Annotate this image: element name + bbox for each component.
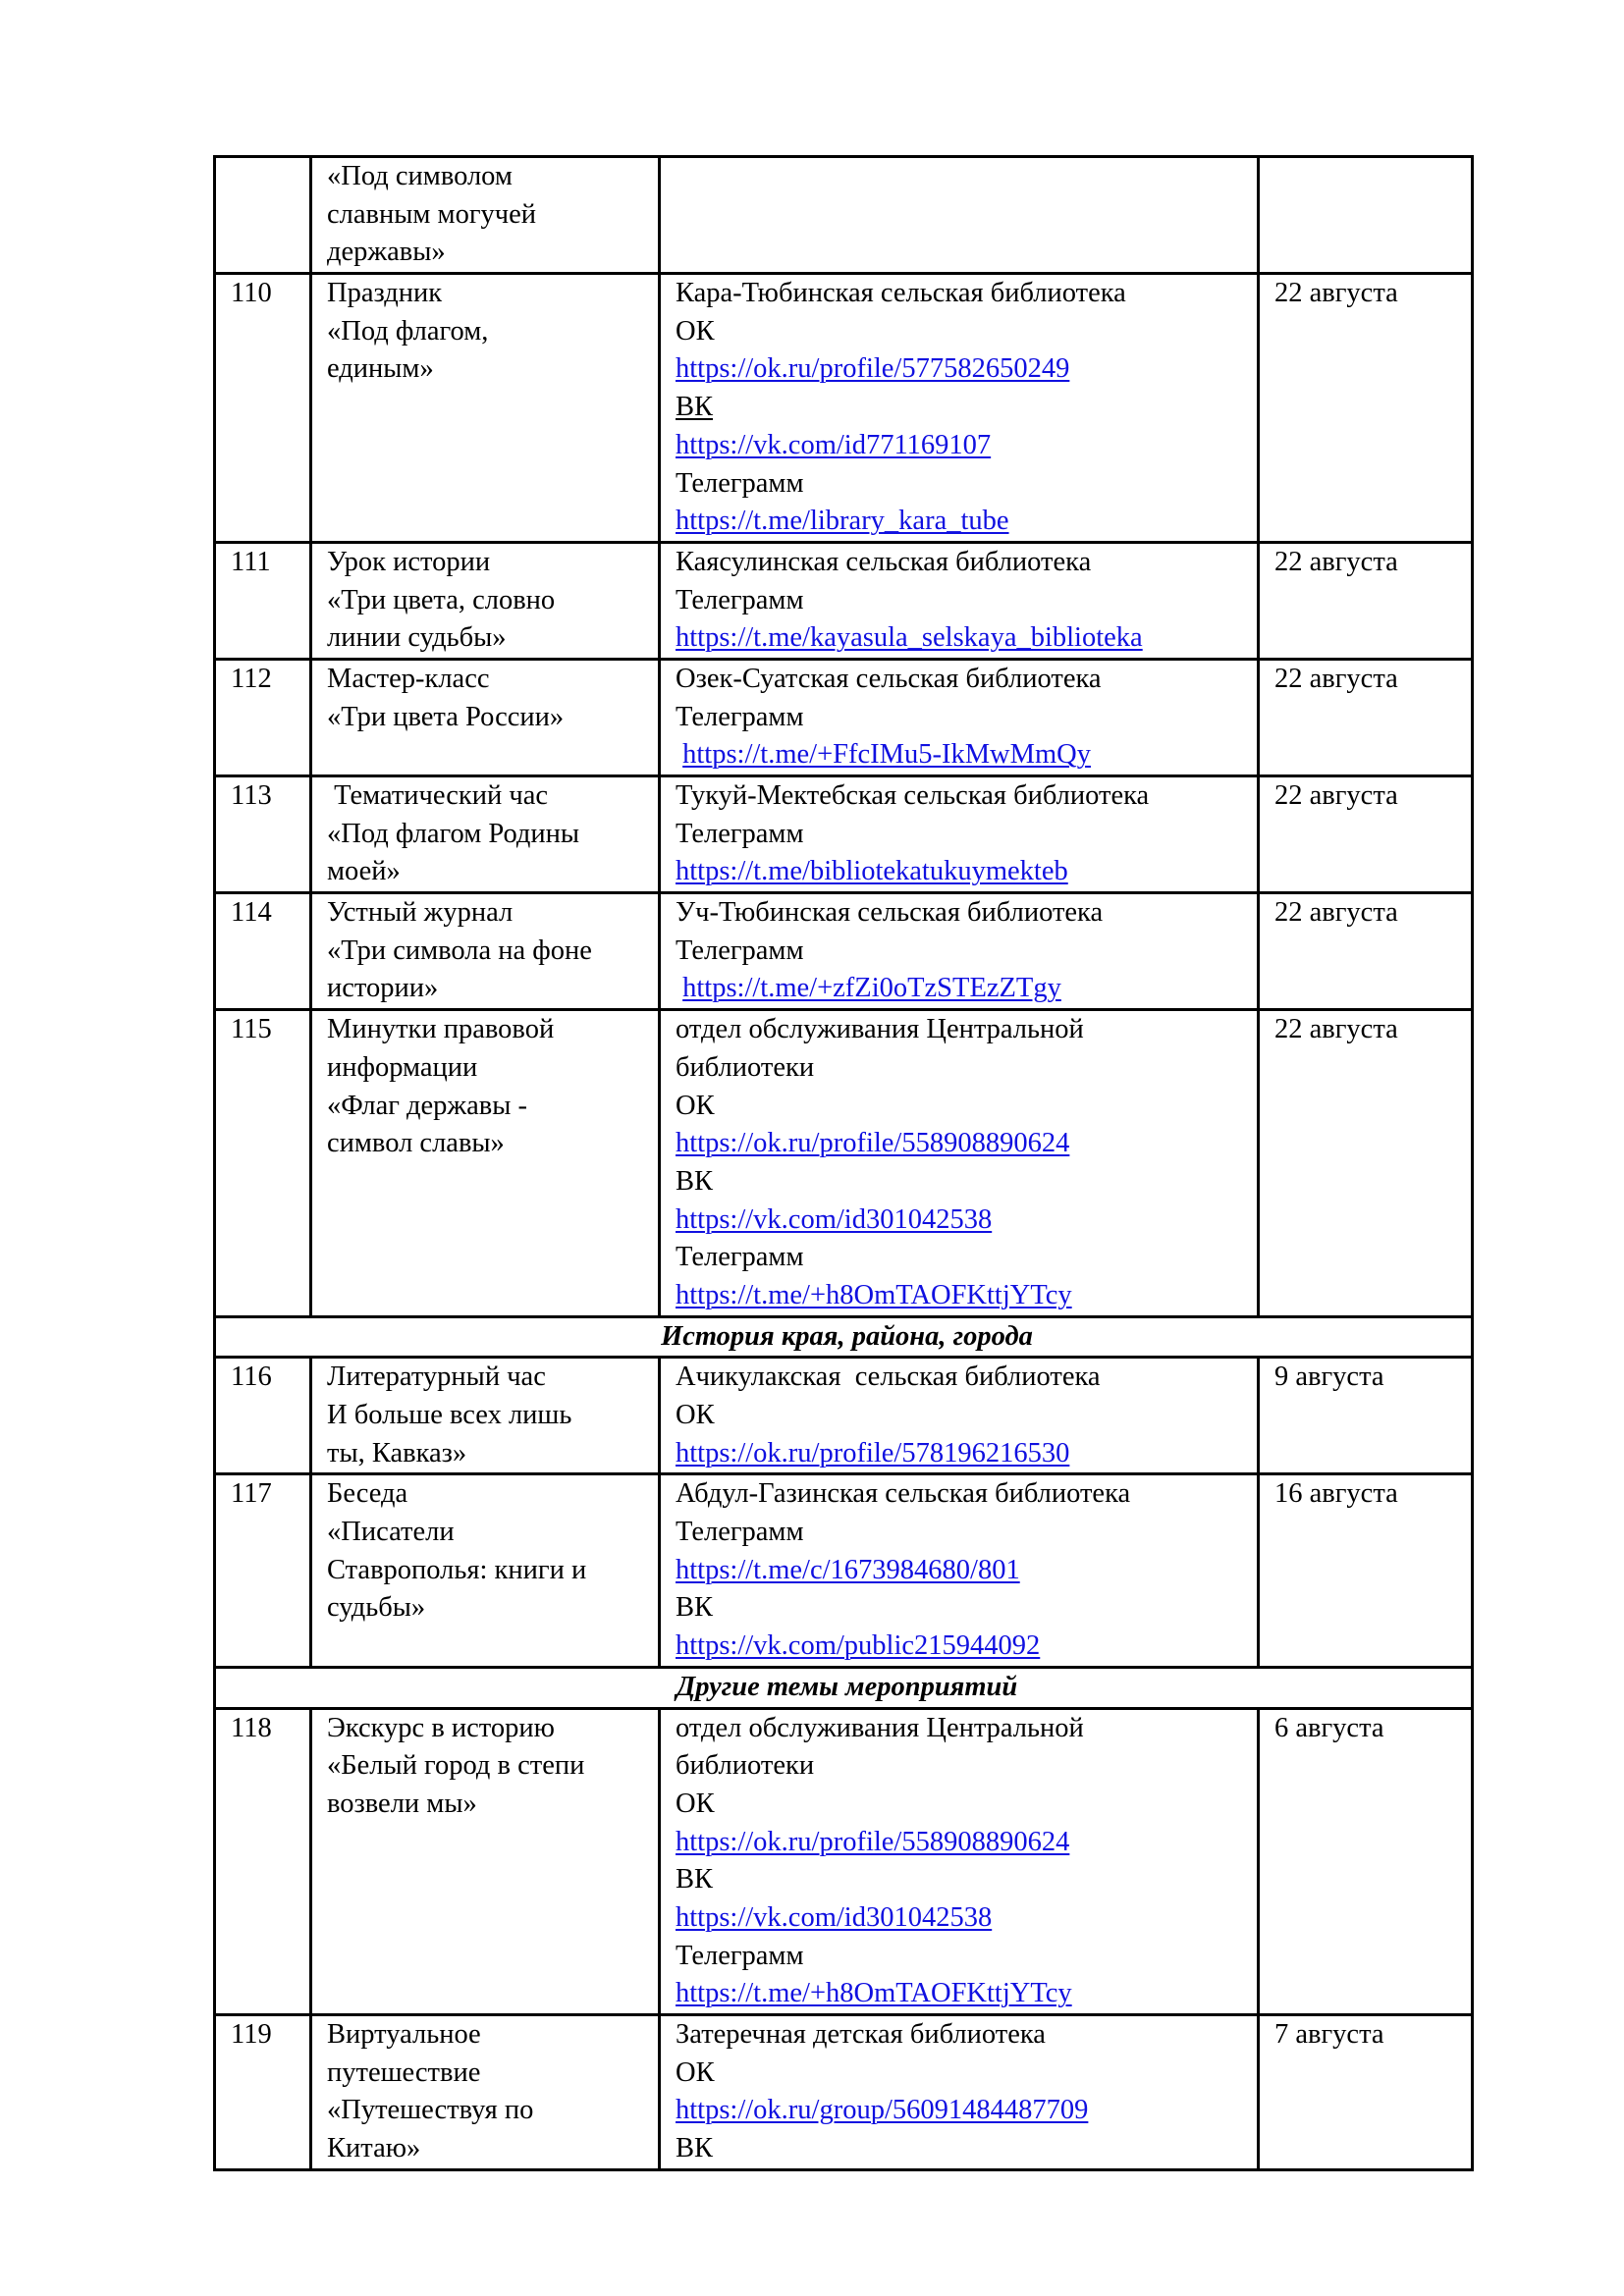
event-date: 9 августа <box>1274 1362 1384 1393</box>
venue-line <box>676 1824 1249 1862</box>
social-link[interactable]: https://t.me/library_kara_tube <box>676 506 1009 537</box>
event-date: 22 августа <box>1274 278 1398 309</box>
event-title-line: Праздник <box>327 278 443 309</box>
social-link[interactable]: https://t.me/kayasula_selskaya_biblioteka <box>676 622 1143 654</box>
venue-text: Телеграмм <box>676 467 804 499</box>
event-title-line: «Три цвета, словно <box>327 584 556 615</box>
social-link[interactable]: https://ok.ru/profile/577582650249 <box>676 353 1070 385</box>
venue-cell <box>660 157 1259 274</box>
venue-line <box>676 1786 1249 1824</box>
event-date: 22 августа <box>1274 546 1398 577</box>
events-table <box>213 155 1474 2171</box>
venue-line <box>676 1975 1249 2013</box>
venue-line <box>676 853 1249 891</box>
section-heading: История края, района, города <box>215 1316 1473 1358</box>
event-cell <box>311 893 660 1010</box>
venue-cell <box>660 274 1259 543</box>
row-number-cell <box>215 1708 311 2015</box>
venue-text: Телеграмм <box>676 1940 804 1971</box>
event-title-line: Минутки правовой <box>327 1014 555 1045</box>
event-date: 22 августа <box>1274 780 1398 811</box>
venue-text: ОК <box>676 1090 715 1121</box>
event-title-line: возвели мы» <box>327 1788 477 1819</box>
event-title-line: «Путешествуя по <box>327 2095 534 2126</box>
social-link[interactable]: https://vk.com/id301042538 <box>676 1203 993 1235</box>
event-title-line: символ славы» <box>327 1128 505 1159</box>
venue-line <box>676 1359 1249 1397</box>
event-title-line: славным могучей <box>327 198 536 230</box>
social-link[interactable]: https://ok.ru/group/56091484487709 <box>676 2095 1089 2126</box>
venue-line <box>676 1899 1249 1938</box>
table-row <box>215 2015 1473 2170</box>
date-cell <box>1259 659 1473 775</box>
venue-text: Телеграмм <box>676 701 804 732</box>
event-title-line: Урок истории <box>327 546 491 577</box>
table-row <box>215 157 1473 274</box>
venue-line <box>676 1514 1249 1552</box>
event-title-line: информации <box>327 1051 478 1083</box>
venue-line <box>676 1397 1249 1435</box>
venue-line <box>676 503 1249 541</box>
venue-line <box>676 933 1249 971</box>
section-heading: Другие темы мероприятий <box>215 1667 1473 1708</box>
table-row <box>215 659 1473 775</box>
row-number-cell <box>215 1358 311 1474</box>
event-title-line: Литературный час <box>327 1362 546 1393</box>
row-number: 112 <box>231 663 272 694</box>
venue-line <box>676 816 1249 854</box>
table-row <box>215 274 1473 543</box>
event-cell <box>311 1474 660 1667</box>
venue-text: Телеграмм <box>676 1242 804 1273</box>
date-cell <box>1259 2015 1473 2170</box>
social-link[interactable]: https://vk.com/public215944092 <box>676 1630 1041 1662</box>
event-title-line: державы» <box>327 237 446 268</box>
event-title-line: «Под флагом Родины <box>327 818 580 849</box>
venue-text: ВК <box>676 2133 714 2164</box>
venue-text: отдел обслуживания Центральной <box>676 1712 1084 1743</box>
event-title-line: моей» <box>327 856 401 887</box>
venue-line <box>676 313 1249 351</box>
venue-line <box>676 1163 1249 1201</box>
events-table-body <box>215 157 1473 2170</box>
venue-line <box>676 736 1249 774</box>
section-heading-row <box>215 1316 1473 1358</box>
venue-text: Телеграмм <box>676 584 804 615</box>
venue-line <box>676 1938 1249 1976</box>
row-number <box>231 158 301 196</box>
venue-text: библиотеки <box>676 1051 815 1083</box>
event-title-line: «Три символа на фоне <box>327 934 592 966</box>
social-link[interactable]: https://vk.com/id301042538 <box>676 1901 993 1933</box>
venue-text: ОК <box>676 315 715 347</box>
event-title-line: Ставрополья: книги и <box>327 1554 587 1585</box>
venue-line <box>676 465 1249 504</box>
event-date: 16 августа <box>1274 1478 1398 1510</box>
venue-line <box>676 1475 1249 1514</box>
row-number-cell <box>215 542 311 659</box>
event-cell <box>311 1010 660 1317</box>
event-date: 6 августа <box>1274 1712 1384 1743</box>
venue-line <box>676 1628 1249 1666</box>
venue-line <box>676 970 1249 1008</box>
row-number-cell <box>215 274 311 543</box>
event-cell <box>311 1358 660 1474</box>
event-title-line: «Три цвета России» <box>327 701 565 732</box>
venue-cell <box>660 659 1259 775</box>
row-number: 111 <box>231 546 271 577</box>
event-title-line: истории» <box>327 973 439 1004</box>
venue-text: ОК <box>676 2056 715 2088</box>
venue-line <box>676 1589 1249 1628</box>
venue-line <box>676 1747 1249 1786</box>
venue-text: Кара-Тюбинская сельская библиотека <box>676 278 1126 309</box>
venue-line <box>676 894 1249 933</box>
event-title-line: судьбы» <box>327 1592 426 1624</box>
venue-cell <box>660 1010 1259 1317</box>
venue-cell <box>660 1358 1259 1474</box>
row-number: 115 <box>231 1014 272 1045</box>
venue-cell <box>660 893 1259 1010</box>
date-cell <box>1259 1010 1473 1317</box>
venue-text: Телеграмм <box>676 934 804 966</box>
social-link[interactable]: https://ok.ru/profile/578196216530 <box>676 1437 1070 1468</box>
venue-cell <box>660 1474 1259 1667</box>
social-link[interactable]: https://t.me/+zfZi0oTzSTEzZTgy <box>682 973 1061 1004</box>
venue-text: ВК <box>676 1864 714 1896</box>
row-number-cell <box>215 157 311 274</box>
row-number: 113 <box>231 780 272 811</box>
venue-line <box>676 1011 1249 1049</box>
table-row <box>215 776 1473 893</box>
venue-line <box>676 1239 1249 1277</box>
venue-line <box>676 1088 1249 1126</box>
venue-text: Ачикулакская сельская библиотека <box>676 1362 1101 1393</box>
date-cell <box>1259 157 1473 274</box>
event-title-line: путешествие <box>327 2056 481 2088</box>
social-link[interactable]: https://t.me/bibliotekatukuymekteb <box>676 856 1068 887</box>
section-heading-row <box>215 1667 1473 1708</box>
row-number: 110 <box>231 278 272 309</box>
date-cell <box>1259 1358 1473 1474</box>
venue-line <box>676 1552 1249 1590</box>
event-title-line: «Под флагом, <box>327 315 489 347</box>
social-link[interactable]: https://t.me/+h8OmTAOFKttjYTcy <box>676 1978 1072 2009</box>
event-title-line: линии судьбы» <box>327 622 507 654</box>
table-row <box>215 893 1473 1010</box>
event-cell <box>311 2015 660 2170</box>
venue-text: Абдул-Газинская сельская библиотека <box>676 1478 1131 1510</box>
venue-line <box>676 619 1249 658</box>
row-number-cell <box>215 893 311 1010</box>
venue-line <box>676 2130 1249 2168</box>
event-cell <box>311 776 660 893</box>
event-title-line: «Под символом <box>327 161 513 191</box>
venue-line <box>676 2092 1249 2130</box>
social-link[interactable]: https://ok.ru/profile/558908890624 <box>676 1128 1070 1159</box>
venue-line <box>676 427 1249 465</box>
event-title-line: И больше всех лишь <box>327 1400 572 1431</box>
venue-line <box>676 777 1249 816</box>
network-label-underlined: ВК <box>676 392 714 423</box>
venue-text: Озек-Суатская сельская библиотека <box>676 663 1102 694</box>
row-number: 117 <box>231 1478 272 1510</box>
venue-line <box>676 544 1249 582</box>
venue-text: ОК <box>676 1788 715 1819</box>
social-link[interactable]: https://vk.com/id771169107 <box>676 429 992 460</box>
row-number-cell <box>215 776 311 893</box>
venue-cell <box>660 1708 1259 2015</box>
event-title-line: Беседа <box>327 1478 408 1510</box>
row-number-cell <box>215 1474 311 1667</box>
date-cell <box>1259 1708 1473 2015</box>
event-date: 7 августа <box>1274 2019 1384 2051</box>
event-title-line: Мастер-класс <box>327 663 490 694</box>
venue-text: отдел обслуживания Центральной <box>676 1014 1084 1045</box>
venue-line <box>676 661 1249 699</box>
event-date: 22 августа <box>1274 897 1398 929</box>
venue-text: Тукуй-Мектебская сельская библиотека <box>676 780 1150 811</box>
table-row <box>215 1708 1473 2015</box>
date-cell <box>1259 274 1473 543</box>
venue-line <box>676 1435 1249 1473</box>
row-number: 114 <box>231 897 272 929</box>
venue-text: Телеграмм <box>676 1517 804 1548</box>
venue-text: Телеграмм <box>676 818 804 849</box>
venue-line <box>676 1861 1249 1899</box>
venue-line <box>676 275 1249 313</box>
row-number: 116 <box>231 1362 272 1393</box>
venue-line <box>676 582 1249 620</box>
event-title-line: Виртуальное <box>327 2019 481 2051</box>
venue-text: Каясулинская сельская библиотека <box>676 546 1092 577</box>
venue-cell <box>660 2015 1259 2170</box>
event-date: 22 августа <box>1274 663 1398 694</box>
event-title-line: единым» <box>327 353 434 385</box>
event-title-line: Тематический час <box>327 780 549 811</box>
venue-text: Затеречная детская библиотека <box>676 2019 1046 2051</box>
table-row <box>215 1474 1473 1667</box>
date-cell <box>1259 542 1473 659</box>
date-cell <box>1259 893 1473 1010</box>
event-title-line: «Белый город в степи <box>327 1750 585 1782</box>
event-cell <box>311 542 660 659</box>
event-title-line: Китаю» <box>327 2133 421 2164</box>
event-cell <box>311 157 660 274</box>
row-number-cell <box>215 659 311 775</box>
venue-text: Уч-Тюбинская сельская библиотека <box>676 897 1104 929</box>
event-date <box>1274 158 1463 196</box>
social-link[interactable]: https://t.me/c/1673984680/801 <box>676 1554 1020 1585</box>
date-cell <box>1259 1474 1473 1667</box>
row-number: 119 <box>231 2019 272 2051</box>
date-cell <box>1259 776 1473 893</box>
venue-line <box>676 2055 1249 2093</box>
social-link[interactable]: https://t.me/+FfcIMu5-IkMwMmQy <box>682 739 1091 771</box>
table-row <box>215 1358 1473 1474</box>
venue-line <box>676 1049 1249 1088</box>
venue-line <box>676 2016 1249 2055</box>
venue-cell <box>660 776 1259 893</box>
social-link[interactable]: https://t.me/+h8OmTAOFKttjYTcy <box>676 1279 1072 1310</box>
venue-line <box>676 1710 1249 1748</box>
social-link[interactable]: https://ok.ru/profile/558908890624 <box>676 1826 1070 1857</box>
event-cell <box>311 274 660 543</box>
venue-line <box>676 1277 1249 1315</box>
venue-text: ВК <box>676 1165 714 1197</box>
event-title-line: Экскурс в историю <box>327 1712 555 1743</box>
venue-text: ВК <box>676 1592 714 1624</box>
venue-line <box>676 350 1249 389</box>
event-title-line: «Флаг державы - <box>327 1090 527 1121</box>
event-cell <box>311 659 660 775</box>
event-title-line: ты, Кавказ» <box>327 1437 467 1468</box>
table-row <box>215 1010 1473 1317</box>
row-number-cell <box>215 2015 311 2170</box>
venue-line <box>676 389 1249 427</box>
row-number: 118 <box>231 1712 272 1743</box>
event-cell <box>311 1708 660 2015</box>
event-title-line: «Писатели <box>327 1517 455 1548</box>
event-date: 22 августа <box>1274 1014 1398 1045</box>
venue-line <box>676 1201 1249 1240</box>
venue-line <box>676 699 1249 737</box>
venue-text: библиотеки <box>676 1750 815 1782</box>
venue-text: ОК <box>676 1400 715 1431</box>
event-title-line: Устный журнал <box>327 897 514 929</box>
venue-cell <box>660 542 1259 659</box>
venue-line <box>676 1125 1249 1163</box>
table-row <box>215 542 1473 659</box>
row-number-cell <box>215 1010 311 1317</box>
